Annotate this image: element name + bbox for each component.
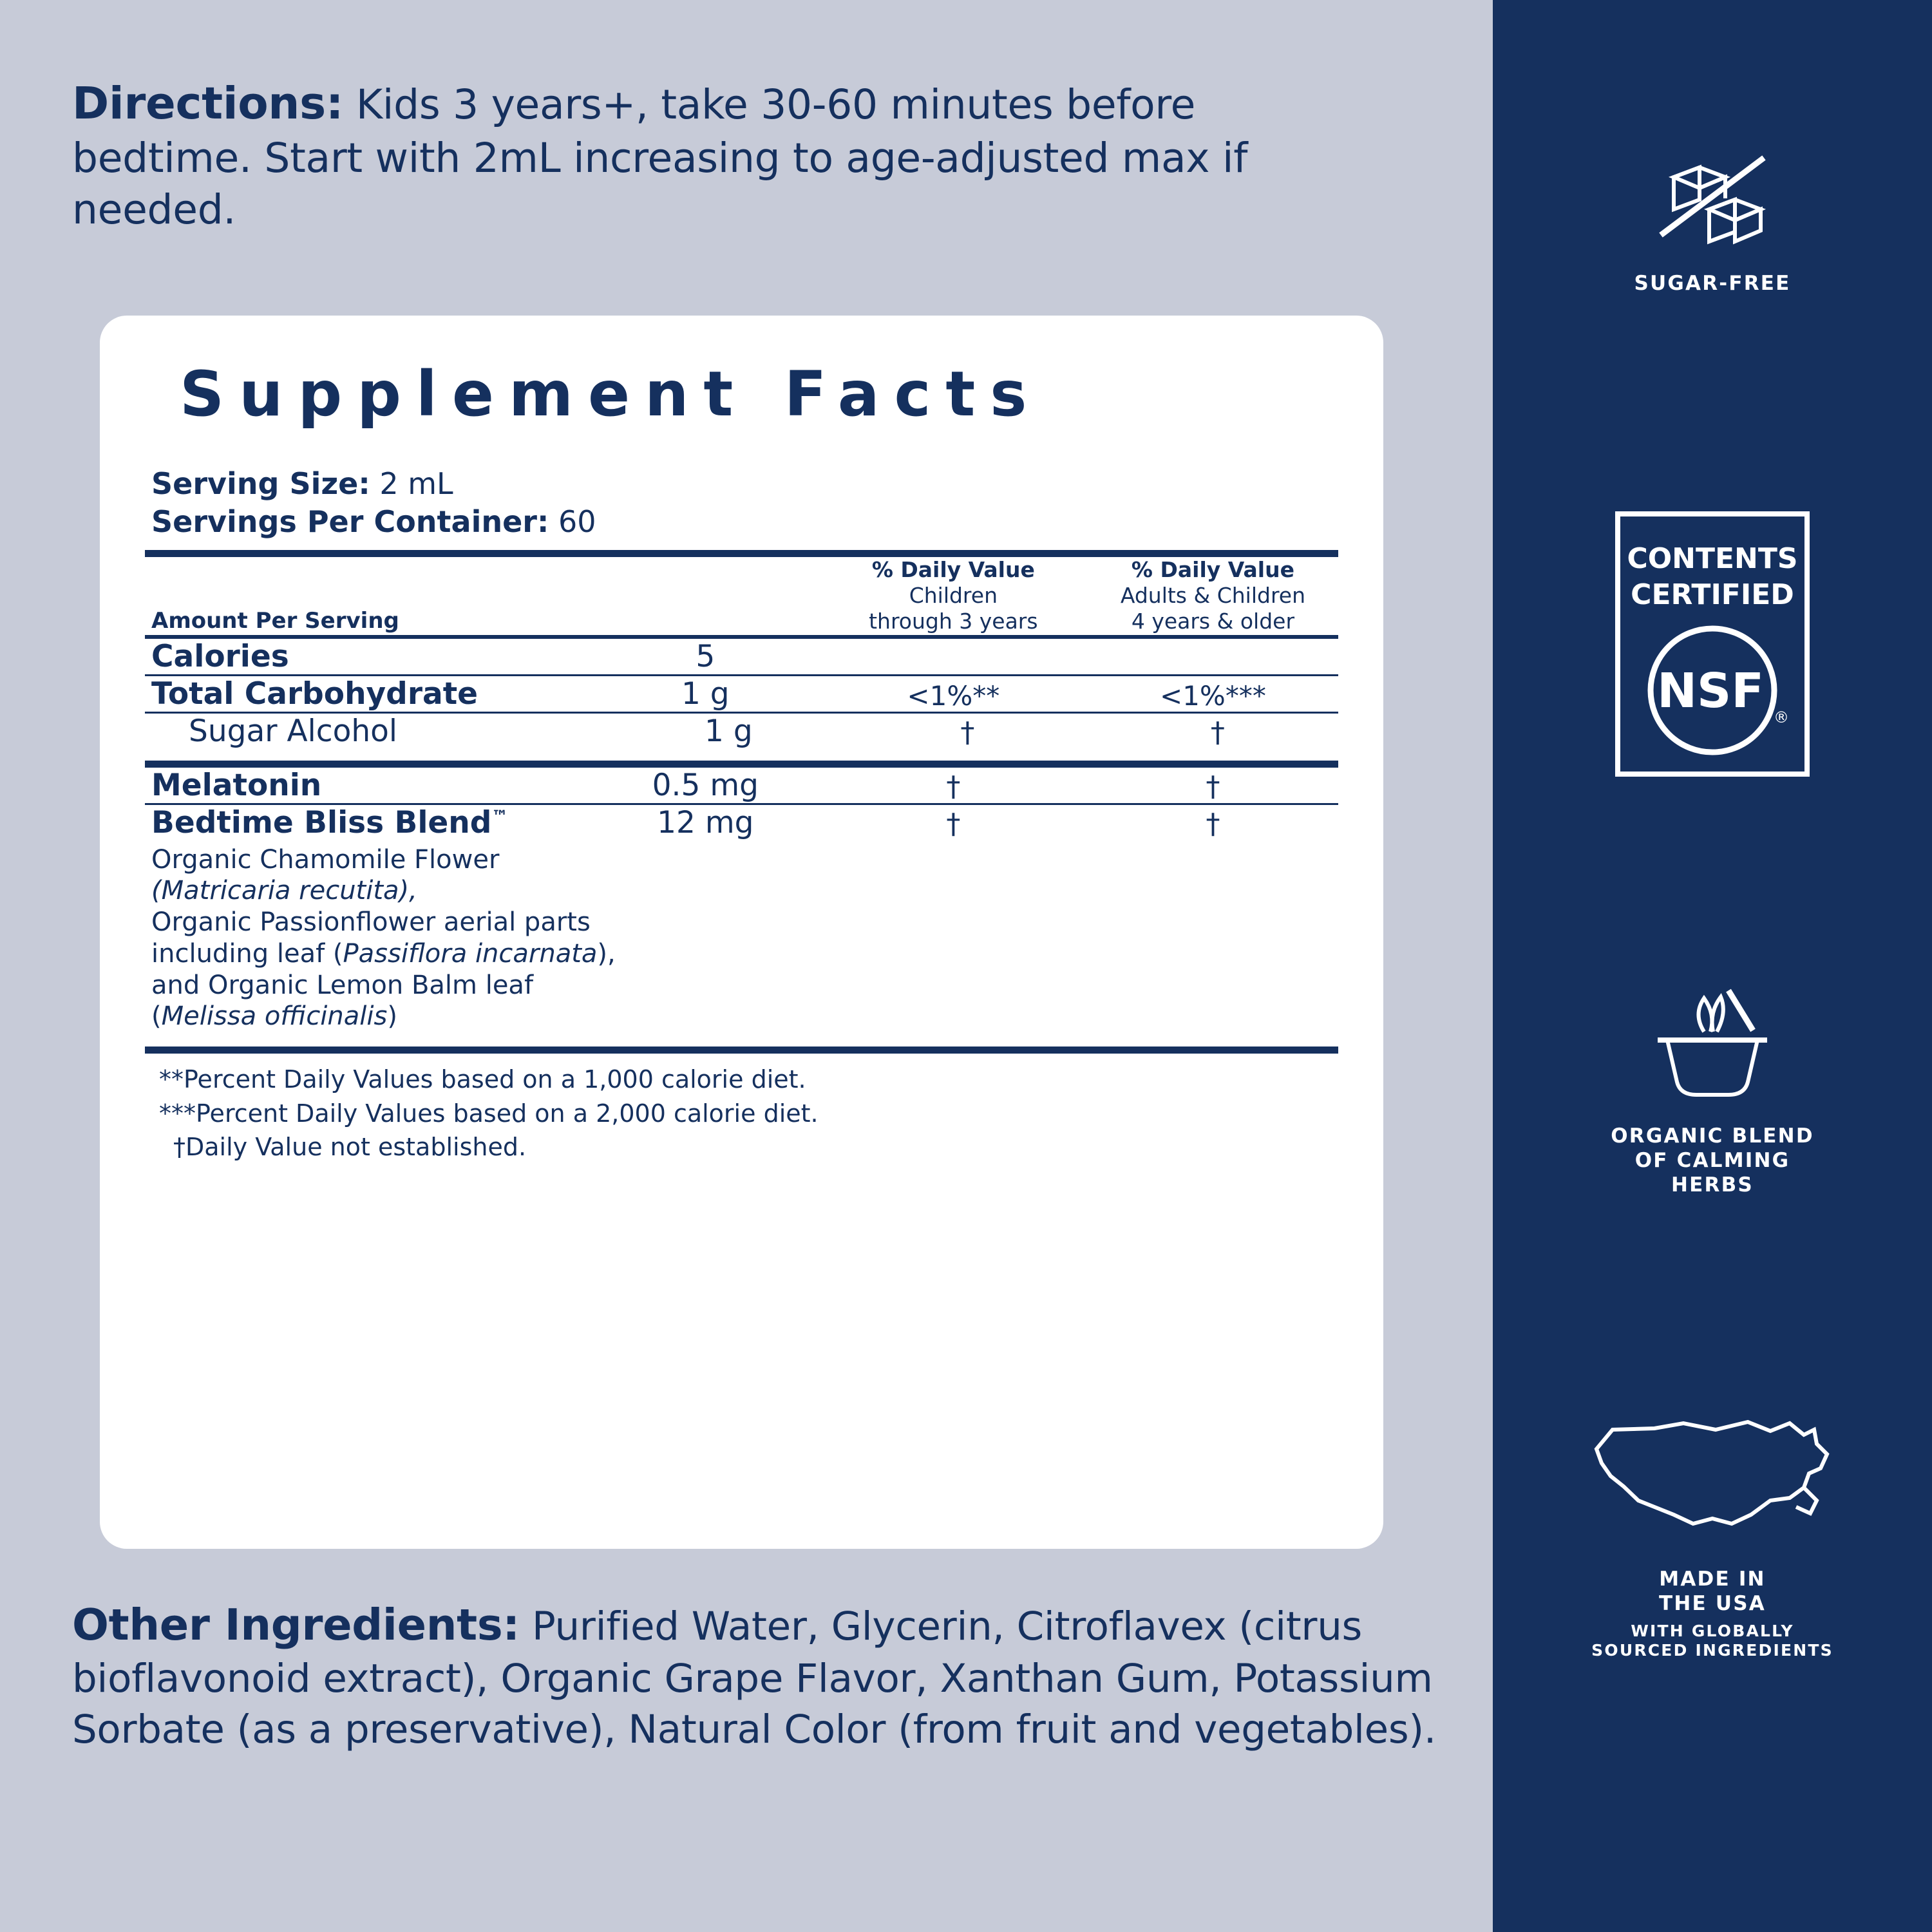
directions-text: Kids 3 years+, take 30-60 minutes before bedtime. Start with 2mL increasing to age-adjusted max if needed. — [72, 81, 1248, 233]
servings-per-container-label: Servings Per Container: — [151, 504, 549, 539]
badge-organic-blend — [1493, 979, 1932, 1197]
row-dv-adults-melatonin: † — [1206, 770, 1220, 803]
blend-line-3: Organic Passionflower aerial parts — [151, 907, 591, 938]
header-amount-per-serving — [151, 557, 585, 635]
header-dv-children-line3: through 3 years — [869, 609, 1038, 634]
row-dv-children-sugar-alcohol: † — [960, 715, 975, 749]
header-dv-adults-line3: 4 years & older — [1131, 609, 1295, 634]
header-amount-spacer — [585, 557, 826, 635]
svg-text:®: ® — [1774, 708, 1789, 726]
row-dv-children-melatonin: † — [946, 770, 961, 803]
header-dv-children-line1: % Daily Value — [871, 556, 1035, 582]
servings-per-container-value: 60 — [549, 504, 596, 539]
badge-made-in-usa-sub1: WITH GLOBALLY — [1631, 1621, 1794, 1640]
header-dv-adults-line1: % Daily Value — [1131, 556, 1294, 582]
footnote-3: †Daily Value not established. — [173, 1133, 527, 1162]
other-ingredients-label: Other Ingredients: — [72, 1600, 520, 1650]
other-ingredients-text: Purified Water, Glycerin, Citroflavex (citrus bioflavonoid extract), Organic Grape Flavor, Xanthan Gum, Potassium Sorbate (as a preservative), Natural Color (from fruit and vegetables). — [72, 1604, 1436, 1753]
badge-made-in-usa-line2: THE USA — [1659, 1591, 1766, 1615]
trademark-symbol: ™ — [491, 806, 509, 826]
table-row-melatonin — [151, 768, 1345, 803]
directions-label: Directions: — [72, 78, 344, 129]
badge-organic-blend-line3: HERBS — [1671, 1173, 1754, 1197]
serving-size-label: Serving Size: — [151, 466, 370, 501]
table-row-total-carbohydrate — [151, 676, 1345, 712]
row-label-sugar-alcohol: Sugar Alcohol — [189, 713, 397, 749]
badge-organic-blend-line2: OF CALMING — [1634, 1148, 1790, 1172]
divider-thick-mid — [145, 761, 1338, 768]
serving-size-value: 2 mL — [370, 466, 453, 501]
svg-text:CONTENTS: CONTENTS — [1627, 542, 1798, 575]
table-row-calories — [151, 639, 1345, 674]
row-amount-bedtime-bliss-blend: 12 mg — [657, 804, 754, 840]
row-label-calories: Calories — [151, 638, 289, 674]
svg-text:NSF: NSF — [1657, 663, 1764, 719]
table-row-sugar-alcohol — [151, 714, 1345, 749]
row-label-melatonin: Melatonin — [151, 767, 322, 803]
row-amount-melatonin: 0.5 mg — [652, 767, 759, 803]
sugar-cubes-crossed-icon — [1493, 148, 1932, 258]
usa-map-icon — [1493, 1404, 1932, 1552]
servings-per-container-line — [151, 503, 1338, 541]
badge-made-in-usa-line1: MADE IN — [1659, 1567, 1766, 1591]
row-amount-calories: 5 — [696, 638, 715, 674]
mortar-pestle-herbs-icon — [1493, 979, 1932, 1108]
serving-info — [151, 465, 1338, 541]
directions-block — [72, 76, 1360, 236]
row-label-bedtime-bliss-blend-text: Bedtime Bliss Blend — [151, 804, 492, 840]
badge-sugar-free — [1493, 148, 1932, 296]
badges-column — [1493, 0, 1932, 1932]
row-dv-children-bedtime-bliss-blend: † — [946, 807, 961, 840]
header-dv-adults-line2: Adults & Children — [1120, 583, 1306, 608]
footnote-1: **Percent Daily Values based on a 1,000 calorie diet. — [159, 1065, 806, 1094]
row-dv-children-total-carbohydrate: <1%** — [907, 679, 1000, 712]
table-row-bedtime-bliss-blend — [151, 805, 1345, 840]
row-dv-adults-total-carbohydrate: <1%*** — [1160, 679, 1266, 712]
serving-size-line — [151, 465, 1338, 503]
header-dv-children — [826, 557, 1081, 635]
badge-sugar-free-label: SUGAR-FREE — [1634, 272, 1791, 295]
badge-made-in-usa — [1493, 1404, 1932, 1661]
row-amount-total-carbohydrate: 1 g — [681, 676, 730, 712]
header-dv-children-line2: Children — [909, 583, 998, 608]
supplement-facts-title: Supplement Facts — [180, 358, 1042, 430]
supplement-facts-panel — [100, 316, 1383, 1549]
nutrition-table — [151, 557, 1345, 635]
row-label-total-carbohydrate: Total Carbohydrate — [151, 676, 478, 712]
blend-line-6: (Melissa officinalis) — [151, 1001, 397, 1032]
other-ingredients-block — [72, 1597, 1457, 1756]
footnote-2: ***Percent Daily Values based on a 2,000 calorie diet. — [159, 1099, 819, 1128]
row-dv-children-calories — [826, 639, 1081, 674]
badge-nsf-certified — [1493, 509, 1932, 779]
row-dv-adults-calories — [1081, 639, 1345, 674]
footnotes-block — [159, 1063, 1338, 1164]
row-dv-adults-sugar-alcohol: † — [1210, 715, 1225, 749]
svg-text:CERTIFIED: CERTIFIED — [1631, 578, 1794, 611]
row-dv-adults-bedtime-bliss-blend: † — [1206, 807, 1220, 840]
blend-ingredient-list — [151, 844, 1338, 1033]
blend-line-2-text: (Matricaria recutita), — [151, 876, 417, 906]
blend-line-2 — [151, 875, 1338, 907]
header-amount-per-serving-text: Amount Per Serving — [151, 608, 399, 634]
blend-line-1: Organic Chamomile Flower — [151, 844, 500, 875]
badge-made-in-usa-sub2: SOURCED INGREDIENTS — [1591, 1641, 1833, 1660]
row-label-bedtime-bliss-blend — [151, 805, 585, 840]
divider-thick-bottom — [145, 1046, 1338, 1054]
blend-line-5: and Organic Lemon Balm leaf — [151, 970, 534, 1000]
blend-line-4: including leaf (Passiflora incarnata), — [151, 938, 616, 969]
table-header-row — [151, 557, 1345, 635]
badge-organic-blend-line1: ORGANIC BLEND — [1611, 1124, 1814, 1148]
row-amount-sugar-alcohol: 1 g — [704, 713, 753, 749]
nsf-certified-icon — [1493, 509, 1932, 779]
divider-thick-top — [145, 550, 1338, 557]
header-dv-adults — [1081, 557, 1345, 635]
